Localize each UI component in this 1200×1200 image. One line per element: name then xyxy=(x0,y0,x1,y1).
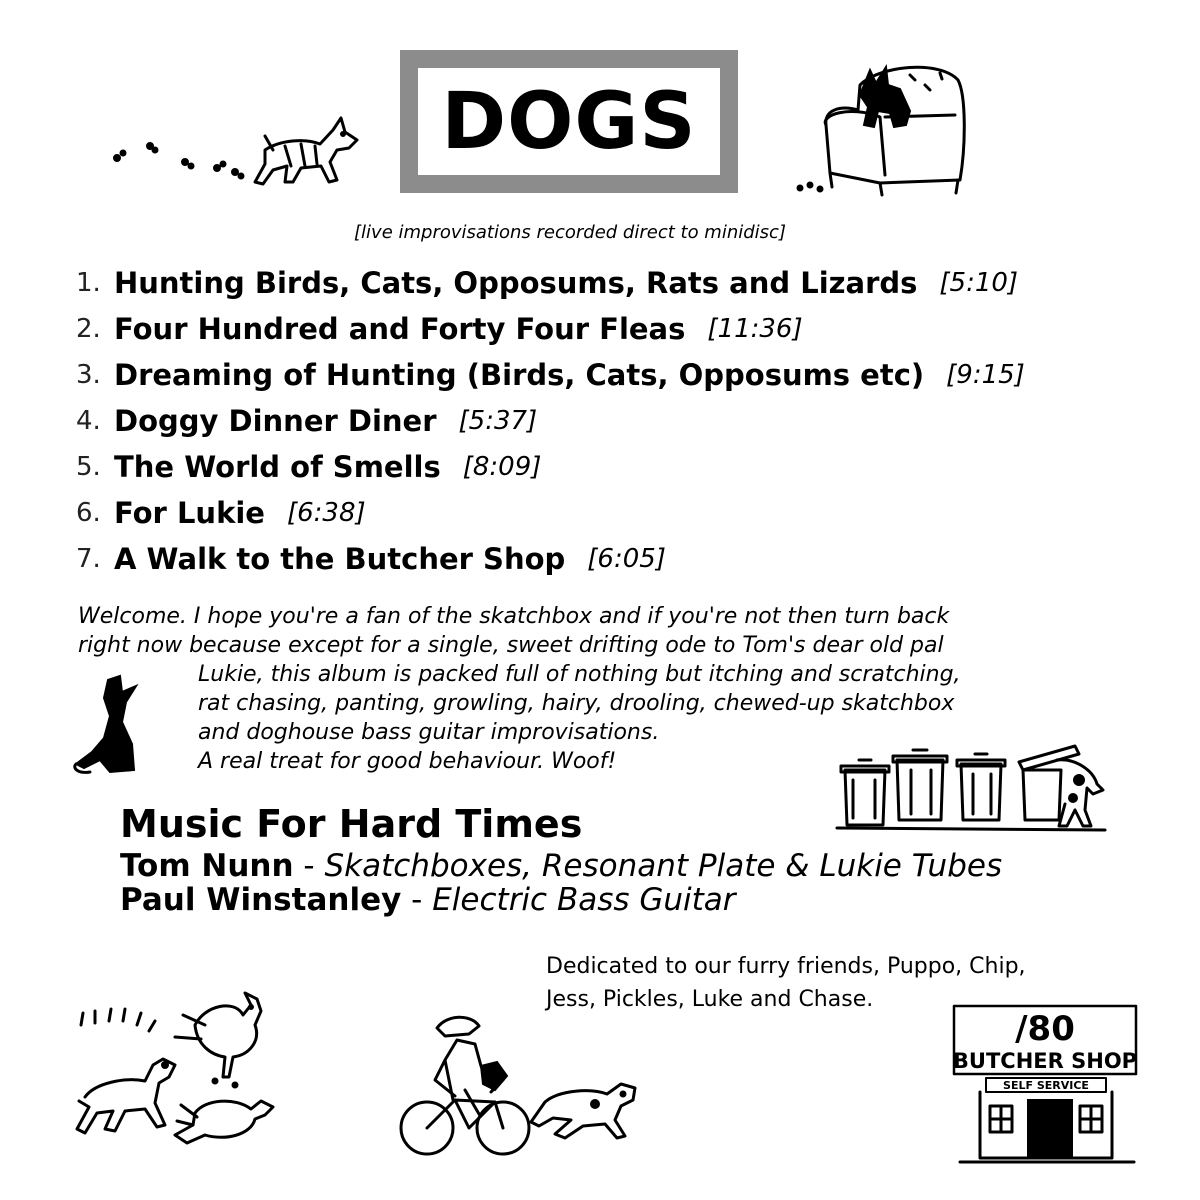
track-item xyxy=(76,398,1025,444)
shop-name: BUTCHER SHOP xyxy=(952,1049,1138,1073)
credit-line xyxy=(120,848,1002,884)
welcome-line: rat chasing, panting, growling, hairy, drooling, chewed-up skatchbox xyxy=(198,691,955,716)
track-number: 5. xyxy=(76,452,101,482)
track-item xyxy=(76,536,1025,582)
album-title: DOGS xyxy=(441,76,697,167)
dog-chasing-chickens-illustration xyxy=(65,985,290,1165)
track-duration: [5:10] xyxy=(939,268,1019,298)
track-title: Dreaming of Hunting (Birds, Cats, Opposums etc) xyxy=(114,358,925,392)
sitting-dog-illustration xyxy=(70,672,160,782)
track-number: 3. xyxy=(76,360,101,390)
welcome-line: A real treat for good behaviour. Woof! xyxy=(198,749,617,774)
musician-role: Skatchboxes, Resonant Plate & Lukie Tubes xyxy=(324,848,1003,884)
track-title: Four Hundred and Forty Four Fleas xyxy=(114,312,686,346)
track-item xyxy=(76,444,1025,490)
track-duration: [6:38] xyxy=(286,498,366,528)
credit-separator: - xyxy=(401,882,433,918)
dedication-line: Jess, Pickles, Luke and Chase. xyxy=(546,987,874,1012)
musician-role: Electric Bass Guitar xyxy=(432,882,736,918)
track-item xyxy=(76,260,1025,306)
track-item xyxy=(76,490,1025,536)
track-title: For Lukie xyxy=(114,496,265,530)
dedication-line: Dedicated to our furry friends, Puppo, Chip, xyxy=(546,954,1026,979)
musician-name: Paul Winstanley xyxy=(120,882,402,918)
trash-cans-dog-illustration xyxy=(835,740,1110,835)
musician-name: Tom Nunn xyxy=(120,848,294,884)
walking-dog-illustration xyxy=(105,110,365,200)
track-number: 7. xyxy=(76,544,101,574)
credit-line xyxy=(120,882,736,918)
track-item xyxy=(76,352,1025,398)
subtitle: [live improvisations recorded direct to minidisc] xyxy=(354,222,786,243)
shop-number: /80 xyxy=(1015,1009,1075,1049)
welcome-line: Welcome. I hope you're a fan of the skatchbox and if you're not then turn back xyxy=(78,604,950,629)
track-title: The World of Smells xyxy=(114,450,441,484)
welcome-line: and doghouse bass guitar improvisations. xyxy=(198,720,660,745)
credits-heading: Music For Hard Times xyxy=(120,802,583,846)
dog-on-armchair-illustration xyxy=(790,55,970,200)
cyclist-with-dog-illustration xyxy=(395,1010,650,1160)
butcher-shop-illustration xyxy=(950,1002,1140,1167)
track-number: 2. xyxy=(76,314,101,344)
title-box xyxy=(400,50,738,193)
track-title: Doggy Dinner Diner xyxy=(114,404,437,438)
track-duration: [9:15] xyxy=(946,360,1025,390)
track-duration: [11:36] xyxy=(707,314,803,344)
track-list xyxy=(76,260,1025,582)
track-duration: [6:05] xyxy=(587,544,666,574)
welcome-line: Lukie, this album is packed full of nothing but itching and scratching, xyxy=(198,662,961,687)
track-number: 6. xyxy=(76,498,101,528)
welcome-line: right now because except for a single, sweet drifting ode to Tom's dear old pal xyxy=(78,633,944,658)
track-title: Hunting Birds, Cats, Opposums, Rats and Lizards xyxy=(114,266,918,300)
track-number: 1. xyxy=(76,268,101,298)
track-duration: [8:09] xyxy=(462,452,542,482)
track-item xyxy=(76,306,1025,352)
shop-subtitle: SELF SERVICE xyxy=(1003,1079,1089,1092)
track-duration: [5:37] xyxy=(458,406,538,436)
credit-separator: - xyxy=(293,848,325,884)
track-title: A Walk to the Butcher Shop xyxy=(114,542,566,576)
track-number: 4. xyxy=(76,406,101,436)
